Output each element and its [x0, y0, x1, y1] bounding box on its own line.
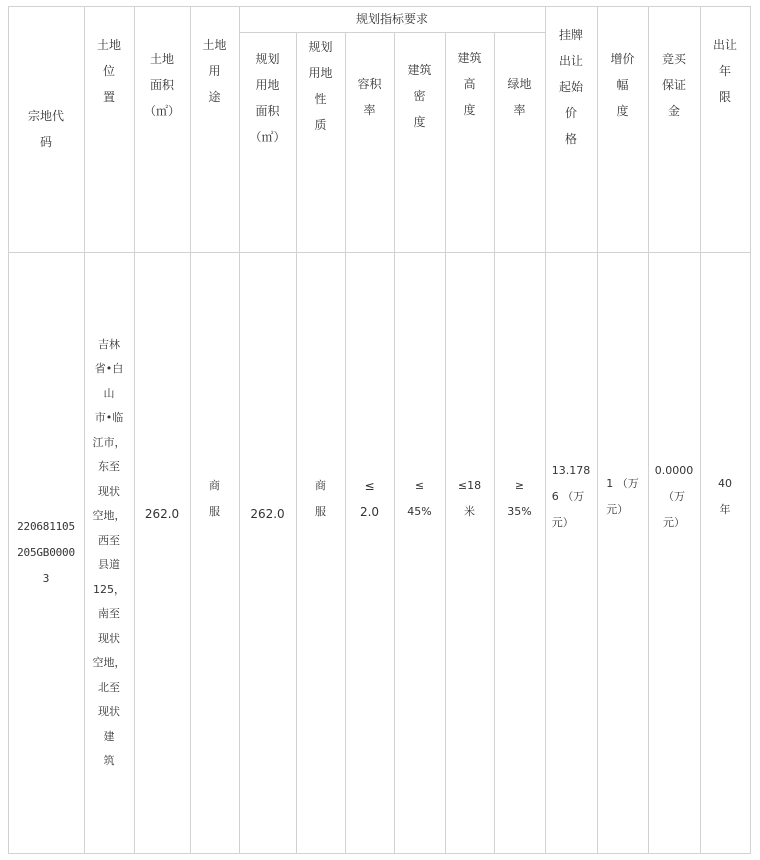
cell-location: 吉林 省•白 山 市•临 江市， 东至 现状 空地， 西至 县道 125， 南至 现状 空地， 北至 现状 建 筑	[92, 337, 126, 767]
cell-building-height: ≤18 米	[457, 479, 482, 518]
header-location: 土地 位 置	[96, 38, 121, 104]
header-parcel-code: 宗地代 码	[27, 109, 64, 149]
cell-land-area: 262.0	[144, 507, 180, 521]
header-planned-area: 规划 用地 面积 （㎡）	[249, 52, 286, 144]
cell-green-ratio: ≥ 35%	[507, 479, 532, 518]
header-planned-use: 规划 用地 性 质	[308, 40, 333, 132]
header-planning-requirements: 规划指标要求	[355, 12, 428, 26]
cell-planned-use: 商 服	[315, 479, 326, 518]
header-land-use: 土地 用 途	[202, 38, 227, 104]
header-increment: 增价 幅 度	[610, 52, 635, 118]
table-border-bottom	[8, 853, 750, 854]
cell-deposit: 0.0000 （万 元）	[654, 464, 694, 529]
cell-plot-ratio: ≤ 2.0	[359, 479, 380, 519]
header-start-price: 挂牌 出让 起始 价 格	[558, 28, 583, 146]
cell-start-price: 13.178 6 （万 元）	[551, 464, 591, 529]
header-building-density: 建筑 密 度	[407, 63, 432, 129]
table-border-right	[750, 6, 751, 854]
cell-term: 40 年	[718, 477, 732, 516]
header-term: 出让 年 限	[712, 38, 737, 104]
cell-increment: 1 （万 元）	[606, 477, 639, 516]
header-building-height: 建筑 高 度	[457, 51, 482, 117]
cell-planned-area: 262.0	[250, 507, 285, 521]
cell-building-density: ≤ 45%	[407, 479, 432, 518]
header-deposit: 竞买 保证 金	[661, 52, 686, 118]
header-land-area: 土地 面积 （㎡）	[143, 52, 180, 118]
header-plot-ratio: 容积 率	[357, 77, 382, 117]
header-green-ratio: 绿地 率	[507, 77, 532, 117]
cell-land-use: 商 服	[209, 479, 220, 518]
cell-parcel-code: 220681105 205GB0000 3	[17, 520, 75, 585]
